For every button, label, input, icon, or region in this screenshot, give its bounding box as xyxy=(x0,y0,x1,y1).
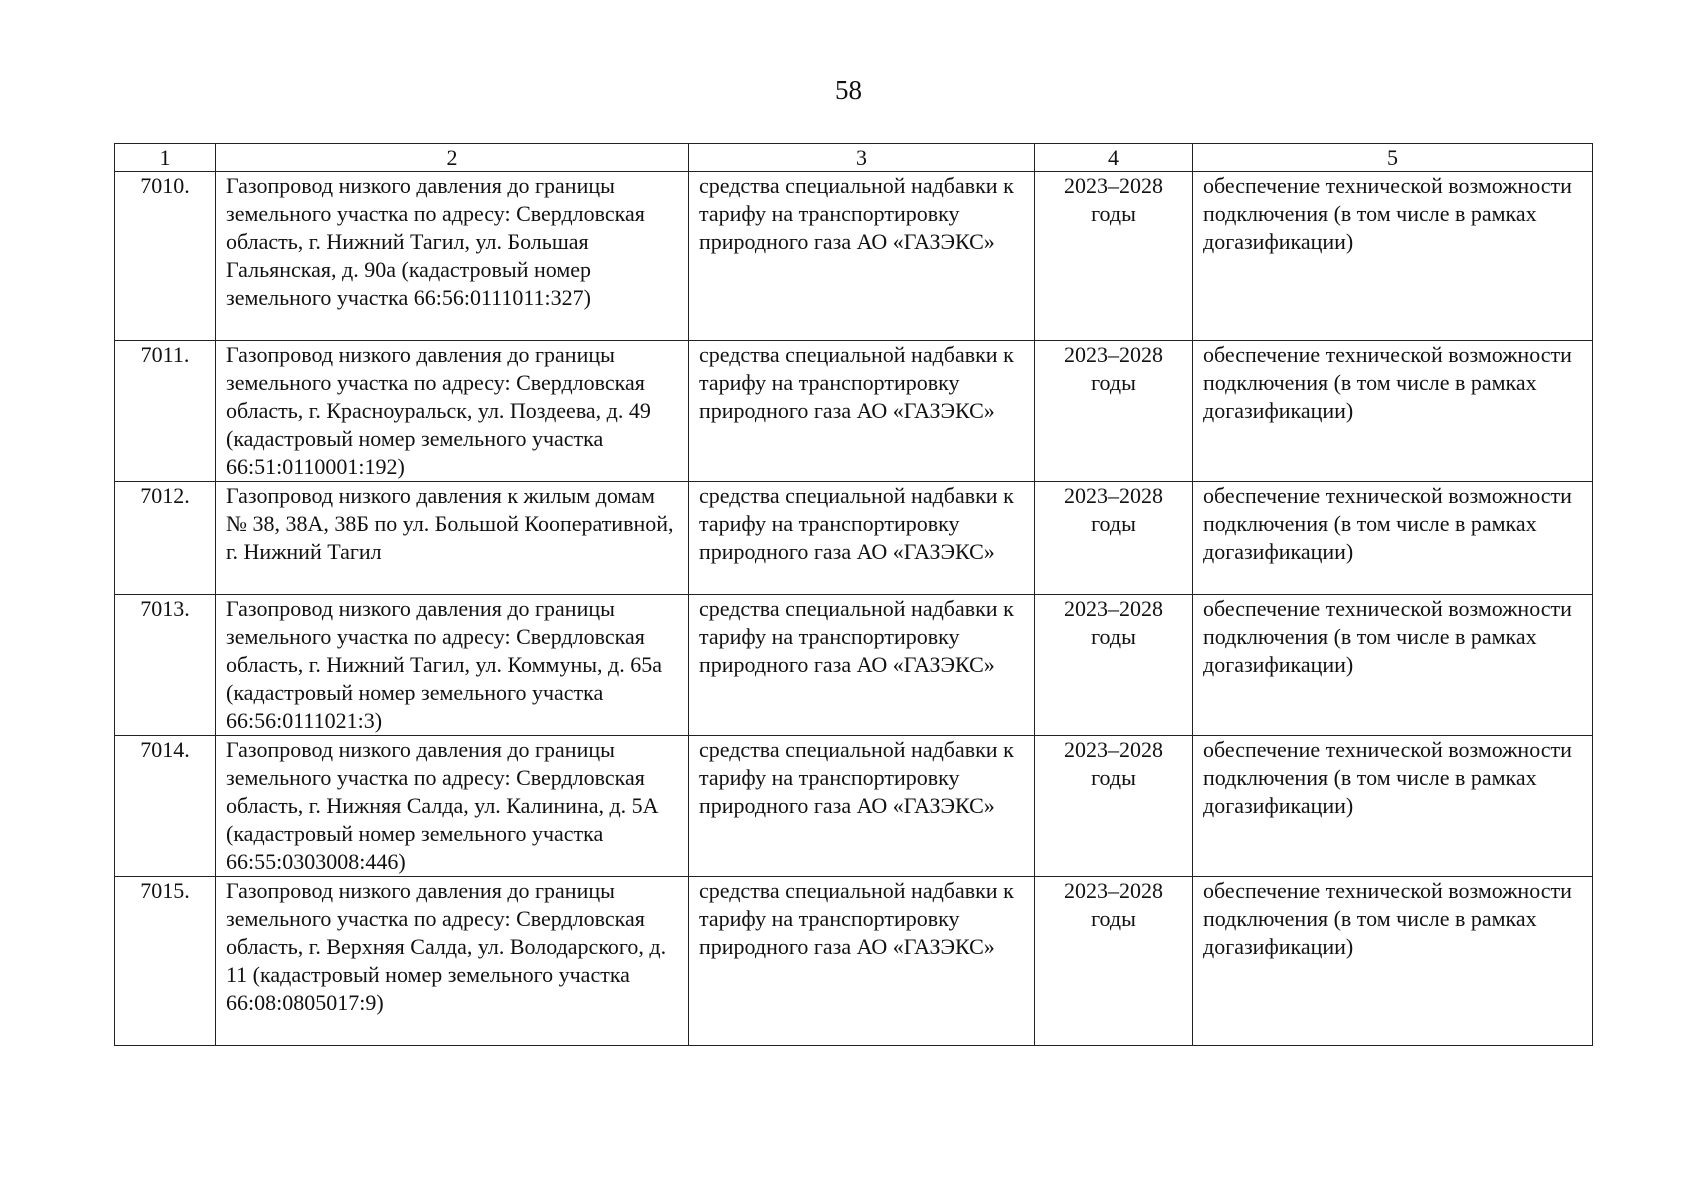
table-row xyxy=(115,482,1593,595)
investment-table xyxy=(114,143,1593,1046)
object-name: Газопровод низкого давления до границы земельного участка по адресу: Свердловская область, г. Нижний Тагил, ул. Большая Гальянская, д. 90а (кадастровый номер земельного участка 66:56:0111011:327) xyxy=(216,172,689,341)
column-header-2: 2 xyxy=(216,144,689,172)
funding-source: средства специальной надбавки к тарифу на транспортировку природного газа АО «ГАЗЭКС» xyxy=(689,172,1035,341)
row-number: 7011. xyxy=(115,341,216,482)
purpose: обеспечение технической возможности подключения (в том числе в рамках догазификации) xyxy=(1193,877,1593,1046)
column-header-1: 1 xyxy=(115,144,216,172)
funding-source: средства специальной надбавки к тарифу на транспортировку природного газа АО «ГАЗЭКС» xyxy=(689,736,1035,877)
object-name: Газопровод низкого давления до границы земельного участка по адресу: Свердловская область, г. Красноуральск, ул. Поздеева, д. 49 (кадастровый номер земельного участка 66:51:0110001:192) xyxy=(216,341,689,482)
table-row xyxy=(115,877,1593,1046)
implementation-years: 2023–2028 годы xyxy=(1035,482,1193,595)
row-number: 7010. xyxy=(115,172,216,341)
column-header-4: 4 xyxy=(1035,144,1193,172)
column-header-5: 5 xyxy=(1193,144,1593,172)
implementation-years: 2023–2028 годы xyxy=(1035,595,1193,736)
implementation-years: 2023–2028 годы xyxy=(1035,877,1193,1046)
table-row xyxy=(115,172,1593,341)
object-name: Газопровод низкого давления до границы земельного участка по адресу: Свердловская область, г. Нижний Тагил, ул. Коммуны, д. 65а (кадастровый номер земельного участка 66:56:0111021:3) xyxy=(216,595,689,736)
row-number: 7013. xyxy=(115,595,216,736)
purpose: обеспечение технической возможности подключения (в том числе в рамках догазификации) xyxy=(1193,482,1593,595)
row-number: 7015. xyxy=(115,877,216,1046)
funding-source: средства специальной надбавки к тарифу на транспортировку природного газа АО «ГАЗЭКС» xyxy=(689,341,1035,482)
object-name: Газопровод низкого давления к жилым домам № 38, 38А, 38Б по ул. Большой Кооперативной, г. Нижний Тагил xyxy=(216,482,689,595)
purpose: обеспечение технической возможности подключения (в том числе в рамках догазификации) xyxy=(1193,172,1593,341)
object-name: Газопровод низкого давления до границы земельного участка по адресу: Свердловская область, г. Верхняя Салда, ул. Володарского, д. 11 (кадастровый номер земельного участка 66:08:0805017:9) xyxy=(216,877,689,1046)
implementation-years: 2023–2028 годы xyxy=(1035,172,1193,341)
purpose: обеспечение технической возможности подключения (в том числе в рамках догазификации) xyxy=(1193,595,1593,736)
page-number: 58 xyxy=(835,75,862,105)
funding-source: средства специальной надбавки к тарифу на транспортировку природного газа АО «ГАЗЭКС» xyxy=(689,482,1035,595)
object-name: Газопровод низкого давления до границы земельного участка по адресу: Свердловская область, г. Нижняя Салда, ул. Калинина, д. 5А (кадастровый номер земельного участка 66:55:0303008:446) xyxy=(216,736,689,877)
funding-source: средства специальной надбавки к тарифу на транспортировку природного газа АО «ГАЗЭКС» xyxy=(689,877,1035,1046)
column-header-3: 3 xyxy=(689,144,1035,172)
purpose: обеспечение технической возможности подключения (в том числе в рамках догазификации) xyxy=(1193,736,1593,877)
row-number: 7014. xyxy=(115,736,216,877)
purpose: обеспечение технической возможности подключения (в том числе в рамках догазификации) xyxy=(1193,341,1593,482)
table-header-row xyxy=(115,144,1593,172)
implementation-years: 2023–2028 годы xyxy=(1035,736,1193,877)
row-number: 7012. xyxy=(115,482,216,595)
table-row xyxy=(115,341,1593,482)
implementation-years: 2023–2028 годы xyxy=(1035,341,1193,482)
funding-source: средства специальной надбавки к тарифу на транспортировку природного газа АО «ГАЗЭКС» xyxy=(689,595,1035,736)
table-row xyxy=(115,595,1593,736)
table-row xyxy=(115,736,1593,877)
